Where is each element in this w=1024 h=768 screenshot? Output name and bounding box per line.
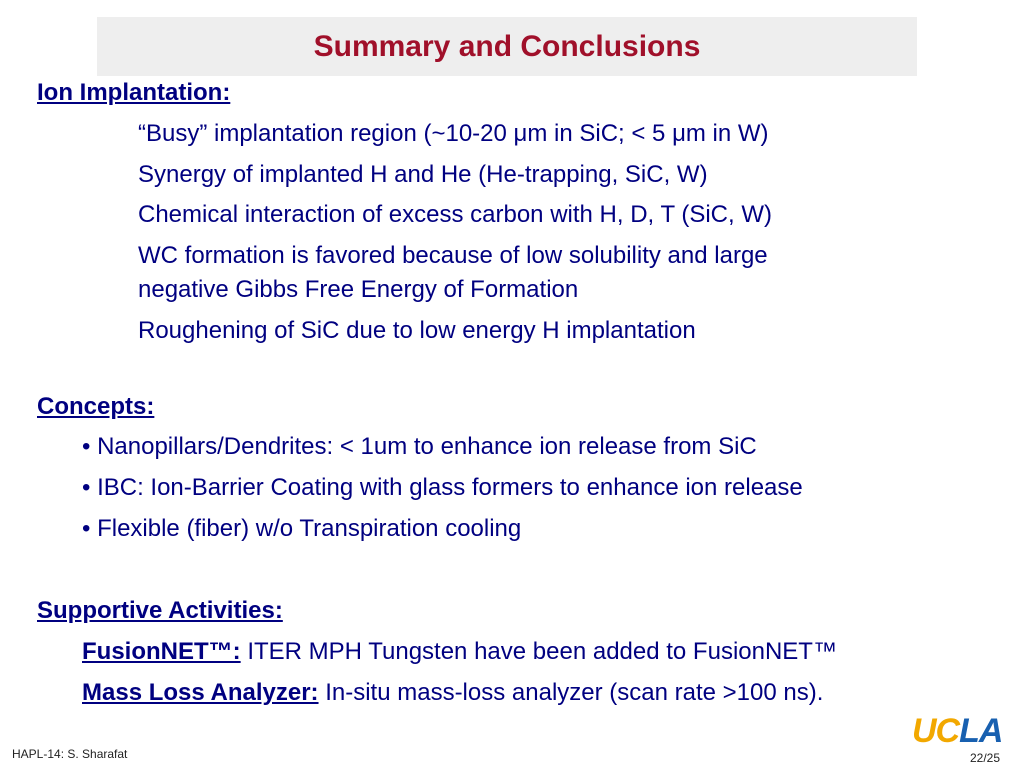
- slide-title: Summary and Conclusions: [313, 30, 701, 63]
- heading-supportive-activities: Supportive Activities:: [37, 597, 283, 624]
- heading-concepts: Concepts:: [37, 393, 155, 420]
- mass-loss-label: Mass Loss Analyzer:: [82, 679, 319, 706]
- supportive-item-mass-loss: [82, 676, 823, 710]
- ucla-logo: UCLA: [912, 712, 1003, 750]
- fusionnet-text: ITER MPH Tungsten have been added to FusionNET™: [240, 638, 837, 665]
- mass-loss-text: In-situ mass-loss analyzer (scan rate >100 ns).: [318, 679, 824, 706]
- concepts-item-3: • Flexible (fiber) w/o Transpiration cooling: [82, 515, 522, 542]
- concepts-item-1: • Nanopillars/Dendrites: < 1um to enhance ion release from SiC: [82, 433, 757, 460]
- supportive-item-fusionnet: [82, 635, 837, 669]
- ion-item-4-cont: negative Gibbs Free Energy of Formation: [138, 276, 579, 303]
- ion-item-5: Roughening of SiC due to low energy H implantation: [138, 317, 696, 344]
- ion-item-2: Synergy of implanted H and He (He-trapping, SiC, W): [138, 161, 708, 188]
- ion-item-4: WC formation is favored because of low solubility and large: [138, 242, 768, 269]
- concepts-item-2: • IBC: Ion-Barrier Coating with glass formers to enhance ion release: [82, 474, 803, 501]
- ion-item-1: “Busy” implantation region (~10-20 μm in SiC; < 5 μm in W): [138, 120, 769, 147]
- footer-author: HAPL-14: S. Sharafat: [12, 747, 128, 761]
- page-number: 22/25: [970, 751, 1001, 765]
- ion-item-3: Chemical interaction of excess carbon with H, D, T (SiC, W): [138, 201, 772, 228]
- fusionnet-label: FusionNET™:: [82, 638, 241, 665]
- heading-ion-implantation: Ion Implantation:: [37, 79, 231, 106]
